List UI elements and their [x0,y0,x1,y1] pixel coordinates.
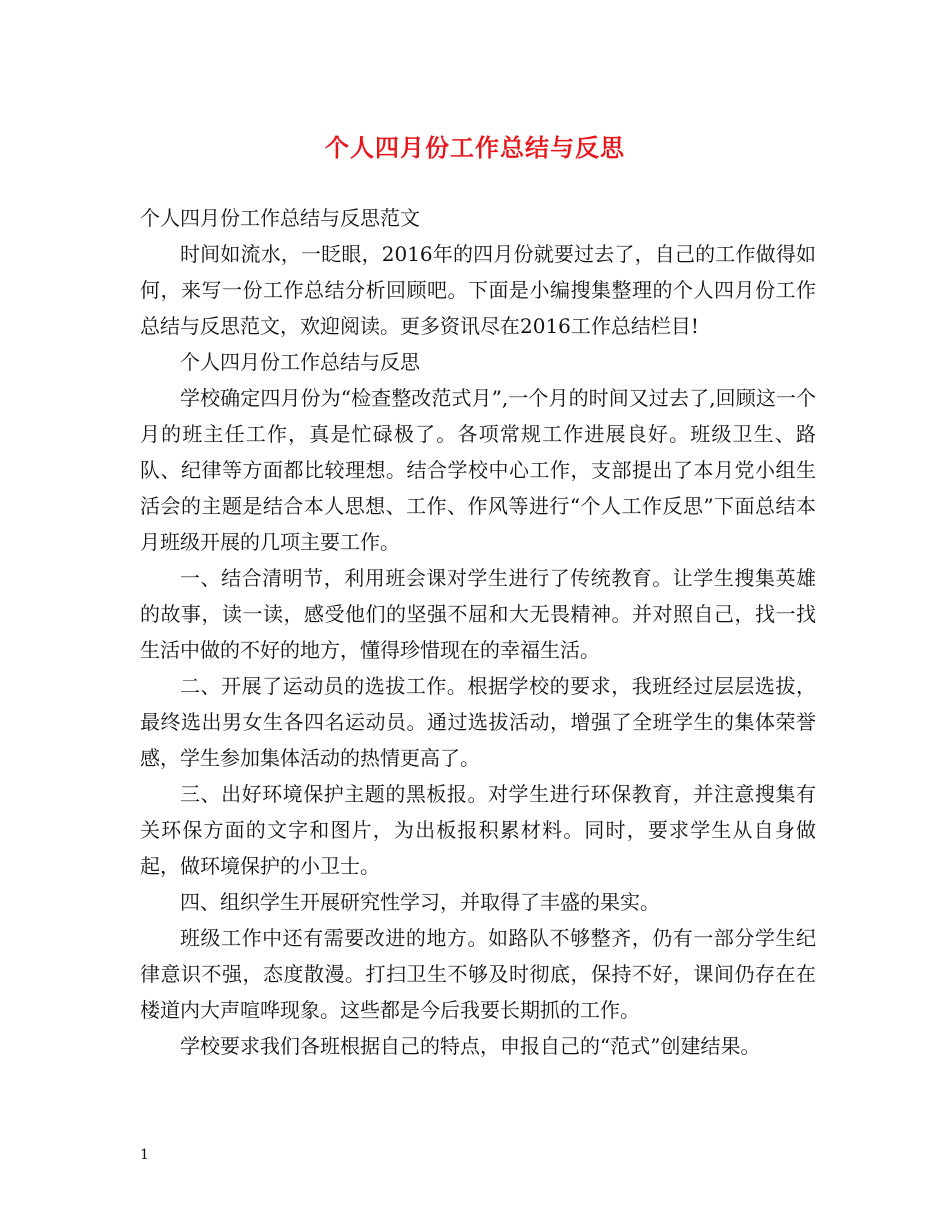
paragraph-item-3: 三、出好环境保护主题的黑板报。对学生进行环保教育，并注意搜集有关环保方面的文字和图片，为出板报积累材料。同时，要求学生从自身做起，做环境保护的小卫士。 [140,782,816,878]
paragraph-item-4: 四、组织学生开展研究性学习，并取得了丰盛的果实。 [180,890,660,914]
document-subtitle: 个人四月份工作总结与反思范文 [140,206,420,230]
page-number: 1 [140,1147,149,1163]
paragraph-heading: 个人四月份工作总结与反思 [180,350,420,374]
paragraph-item-2: 二、开展了运动员的选拔工作。根据学校的要求，我班经过层层选拔，最终选出男女生各四名运动员。通过选拔活动，增强了全班学生的集体荣誉感，学生参加集体活动的热情更高了。 [140,674,816,770]
paragraph-closing: 学校要求我们各班根据自己的特点，申报自己的“范式”创建结果。 [180,1034,761,1058]
paragraph-improvements: 班级工作中还有需要改进的地方。如路队不够整齐，仍有一部分学生纪律意识不强，态度散漫。打扫卫生不够及时彻底，保持不好，课间仍存在在楼道内大声喧哗现象。这些都是今后我要长期抓的工作。 [140,926,816,1022]
paragraph-overview: 学校确定四月份为“检查整改范式月”,一个月的时间又过去了,回顾这一个月的班主任工作，真是忙碌极了。各项常规工作进展良好。班级卫生、路队、纪律等方面都比较理想。结合学校中心工作，支部提出了本月党小组生活会的主题是结合本人思想、工作、作风等进行“个人工作反思”下面总结本月班级开展的几项主要工作。 [140,386,816,554]
paragraph-intro: 时间如流水，一眨眼，2016年的四月份就要过去了，自己的工作做得如何，来写一份工作总结分析回顾吧。下面是小编搜集整理的个人四月份工作总结与反思范文，欢迎阅读。更多资讯尽在2016工作总结栏目! [140,242,816,338]
paragraph-item-1: 一、结合清明节，利用班会课对学生进行了传统教育。让学生搜集英雄的故事，读一读，感受他们的坚强不屈和大无畏精神。并对照自己，找一找生活中做的不好的地方，懂得珍惜现在的幸福生活。 [140,566,816,662]
document-body [140,200,816,1064]
document-title: 个人四月份工作总结与反思 [325,133,625,162]
